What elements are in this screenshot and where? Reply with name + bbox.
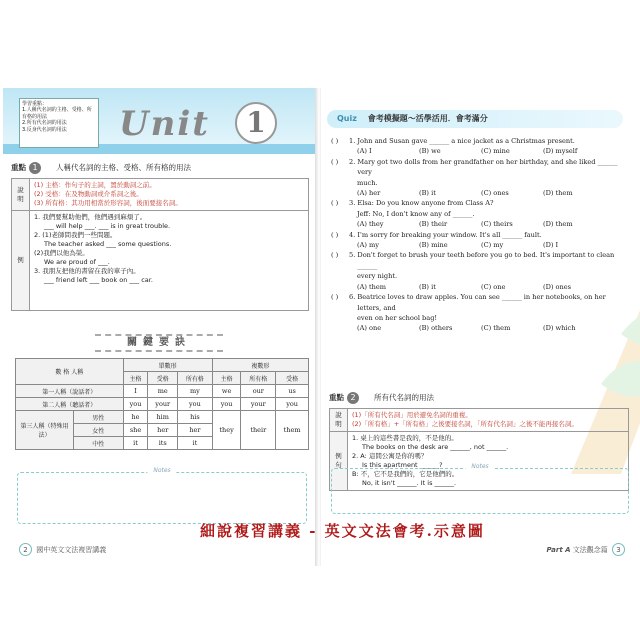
table-row: 第二人稱（聽話者） you your you you your you (16, 398, 309, 411)
unit-title: Unit (119, 104, 210, 144)
table-row: 第三人稱（特殊用法） 男性 he him his they their them (16, 411, 309, 424)
quiz-item: ( ) 1 . John and Susan gave ______ a nice jacket as a Christmas present. (A) I (B) we (C) mine (D) myself (331, 137, 578, 156)
mnemonic-title: 關鍵要訣 (95, 334, 223, 352)
quiz-item: ( ) 5 . Don't forget to brush your teeth before you go to bed. It's important to clean ______ every night. (A) them (B) it (C) one (D) ones (331, 251, 615, 291)
learning-focus-box: 學習重點： 1.人稱代名詞的主格、受格、所有格的用法 2.所有代名詞的用法 3.反身代名詞的用法 (19, 98, 99, 148)
answer-blank[interactable]: ( ) (331, 199, 339, 208)
key-point-1-heading: 重點 1 人稱代名詞的主格、受格、所有格的用法 (11, 163, 191, 172)
unit-banner (3, 88, 317, 154)
left-page (3, 88, 317, 566)
answer-blank[interactable]: ( ) (331, 230, 339, 239)
right-page (321, 88, 637, 566)
page-number: 3 (612, 543, 625, 556)
quiz-questions (331, 136, 627, 334)
answer-blank[interactable]: ( ) (331, 293, 339, 302)
quiz-header: Quiz 會考模擬題～活學活用．會考滿分 (327, 110, 623, 128)
notes-box-left[interactable]: Notes (17, 472, 307, 524)
quiz-item: ( ) 6 . Beatrice loves to draw apples. You can see ______ in her notebooks, on her letters, and even on her school bag! (A) one (B) others (C) them (D) which (331, 293, 606, 333)
key-point-2-table: 說明 (1)「所有代名詞」用於避免名詞的重複。 (2)「所有格」+「所有格」之後要接名詞，「所有代名詞」之後不能再接名詞。 例句 1. 桌上的這些書是我的，不是他的。 The books on the desk are ______, not ______. 2. A: 這間公寓是你的嗎？ Is this apartment ______? B: 不，它不是我們的，它是他們的。 No, it isn't ______. It is ______. (329, 408, 629, 491)
answer-blank[interactable]: ( ) (331, 251, 339, 260)
quiz-item: ( ) 4 . I'm sorry for breaking your window. It's all ______ fault. (A) my (B) mine (C) my (D) I (331, 230, 559, 250)
page-number: 2 (19, 543, 32, 556)
answer-blank[interactable]: ( ) (331, 157, 339, 166)
table-row: 第一人稱（說話者） I me my we our us (16, 385, 309, 398)
table-row: 中性 it its it (16, 437, 309, 450)
answer-blank[interactable]: ( ) (331, 137, 339, 145)
right-page-footer: Part A 文法觀念篇 3 (546, 543, 627, 556)
left-page-footer: 2 國中英文文法複習講義 (17, 543, 106, 556)
key-point-2-heading: 重點 2 所有代名詞的用法 (329, 393, 434, 402)
unit-number: 1 (235, 102, 277, 144)
notes-box-right[interactable]: Notes (331, 468, 629, 514)
quiz-item: ( ) 3 . Elsa: Do you know anyone from Class A? Jeff: No, I don't know any of ______. (A) they (B) their (C) theirs (D) them (331, 199, 573, 229)
table-row: 女性 she her her (16, 424, 309, 437)
pronoun-table: 數 格 人稱 單數形 複數形 主格 受格 所有格 主格 所有格 受格 第一人稱（說話者） I me my we our us 第二人稱（聽話者） you your you you your you 第三人稱（特殊用法） 男性 he him his they their them 女性 she her her 中性 it its it (15, 358, 309, 450)
watermark-caption: 細說複習講義 - 英文文法會考.示意圖 (200, 522, 485, 540)
pronoun-table-corner: 數 格 人稱 (16, 359, 124, 385)
key-point-1-table: 說明 (1) 主格：作句子的主詞，置於動詞之前。 (2) 受格：在及物動詞或介系詞之後。 (3) 所有格：其功用相當於形容詞，後面要接名詞。 例 1. 我們要幫助他們，他們遇到麻煩了。 ___ will help ___. ___ is in great trouble. 2. (1)老師問我們一些問題。 The teacher asked ___ some questions. (2)我們以他為榮。 We are proud of ___. 3. 我朋友把他的書留在我的車子內。 ___ friend left ___ book on ___ car. (11, 178, 309, 311)
open-book (3, 88, 637, 566)
quiz-item: ( ) 2 . Mary got two dolls from her grandfather on her birthday, and she liked ______ very much. (A) her (B) it (C) ones (D) them (331, 157, 618, 198)
